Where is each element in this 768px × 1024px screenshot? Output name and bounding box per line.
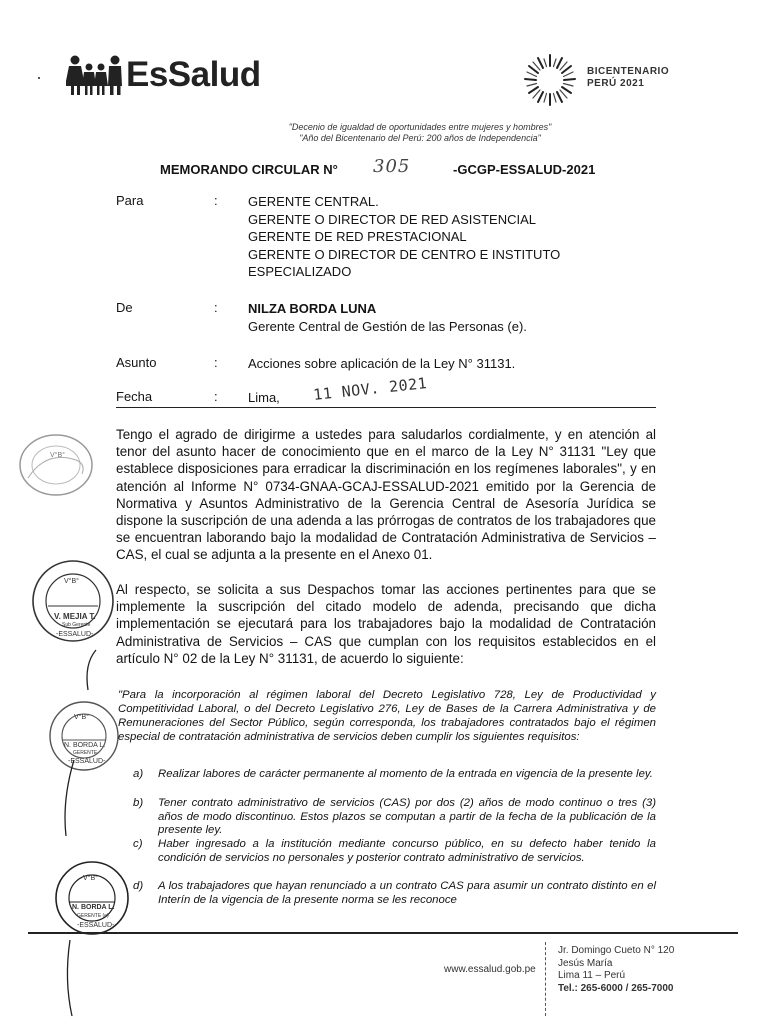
date-stamp: 11 NOV. 2021 [312, 374, 429, 404]
recipient-line: GERENTE DE RED PRESTACIONAL [248, 229, 467, 244]
phone-line: Tel.: 265-6000 / 265-7000 [558, 982, 674, 994]
requirement-marker: d) [133, 880, 144, 892]
recipient-line: GERENTE O DIRECTOR DE RED ASISTENCIAL [248, 211, 536, 227]
de-label: De [116, 300, 133, 315]
fecha-label: Fecha [116, 389, 153, 404]
memo-suffix: -GCGP-ESSALUD-2021 [453, 162, 596, 177]
law-quote: "Para la incorporación al régimen laboral del Decreto Legislativo 728, Ley de Productividad y Competitividad Laboral, o del Decreto Legislativo 276, Ley de Bases de la Carrera Administrativa y de Remuneraciones del Sector Público, según corresponda, los trabajadores contratados bajo el régimen especial de contratación administrativa de servicios deben cumplir los siguientes requisitos: [118, 689, 656, 743]
stamp-vb: V°B° [50, 452, 65, 459]
address-line: Jr. Domingo Cueto N° 120 [558, 945, 675, 956]
stamp-role: GERENTE (e) [77, 913, 109, 919]
para-label: Para [116, 193, 144, 208]
stamp-signatory: N. BORDA L. [72, 904, 115, 911]
footer-vertical-divider [545, 942, 546, 1016]
bicentenario-line1: BICENTENARIO [587, 66, 670, 77]
stamp-role: Sub Gerente [62, 622, 91, 628]
decenio-line2: "Año del Bicentenario del Perú: 200 años de Independencia" [299, 133, 541, 143]
requirement-marker: b) [133, 797, 144, 809]
address-line: Jesús María [558, 957, 613, 969]
stamp-vb: V°B° [74, 714, 89, 721]
requirement-text: Realizar labores de carácter permanente al momento de la entrada en vigencia de la presente ley. [158, 768, 653, 780]
requirement-marker: c) [133, 838, 143, 850]
stamp-signatory: V. MEJIA T. [54, 612, 96, 621]
requirement-text: A los trabajadores que hayan renunciado a un contrato CAS para asumir un contrato distinto en el Interín de la vigencia de la presente norma se les reconoce [158, 880, 656, 906]
handwritten-stroke [67, 940, 72, 1016]
requirement-text: Haber ingresado a la institución mediante concurso público, en su defecto haber tenido la condición de servicios no personales y posterior contrato administrativo de servicios. [158, 838, 656, 864]
para-colon: : [214, 193, 218, 208]
stamp-signatory: N. BORDA L. [64, 742, 106, 749]
website-link[interactable]: www.essalud.gob.pe [444, 964, 536, 975]
asunto-value: Acciones sobre aplicación de la Ley N° 31131. [248, 356, 516, 371]
stamp-org: -ESSALUD- [77, 922, 115, 929]
footer-divider [28, 932, 738, 934]
logo-text: EsSalud [126, 55, 261, 94]
handwritten-stroke [65, 760, 74, 836]
asunto-colon: : [214, 355, 218, 370]
recipient-line: GERENTE CENTRAL. [248, 194, 379, 209]
recipient-line: GERENTE O DIRECTOR DE CENTRO E INSTITUTO [248, 246, 561, 262]
body-paragraph-2: Al respecto, se solicita a sus Despachos tomar las acciones pertinentes para que se implemente la suscripción del citado modelo de adenda, precisando que dicha implementación se ejecutará para los trabajadores bajo la modalidad de Contratación Administrativa de Servicios – CAS que cumplan con los requisitos establecidos en el artículo N° 02 de la Ley N° 31131, de acuerdo lo siguiente: [116, 582, 656, 666]
asunto-label: Asunto [116, 355, 157, 370]
decenio-line1: "Decenio de igualdad de oportunidades entre mujeres y hombres" [288, 122, 552, 132]
fecha-colon: : [214, 389, 218, 404]
address-line: Lima 11 – Perú [558, 970, 626, 981]
de-colon: : [214, 300, 218, 315]
memo-number: 305 [373, 156, 411, 177]
sender-title: Gerente Central de Gestión de las Personas (e). [248, 318, 527, 334]
stamp-role: GERENTE [73, 750, 98, 756]
margin-bracket [87, 650, 96, 690]
address-block [558, 945, 674, 995]
requirement-marker: a) [133, 768, 144, 780]
body-paragraph-1: Tengo el agrado de dirigirme a ustedes para saludarlos cordialmente, y en atención al tenor del asunto hacer de conocimiento que en el marco de la Ley N° 31131 "Ley que establece disposiciones para erradicar la discriminación en los regímenes laborales", y en atención al Informe N° 0734-GNAA-GCAJ-ESSALUD-2021 emitido por la Gerencia de Normativa y Asuntos Administrativo de la Gerencia Central de Asesoría Jurídica se dispone la suscripción de una adenda a las prórrogas de contratos de los trabajadores que se encuentran laborando bajo la modalidad de Contratación Administrativa de Servicios – CAS, el cual se adjunta a la presente en el Anexo 01. [116, 427, 656, 563]
fecha-value: Lima, [248, 390, 280, 405]
stamp-org: -ESSALUD- [68, 758, 106, 765]
stamp-vb: V°B° [83, 875, 98, 882]
requirement-text: Tener contrato administrativo de servicios (CAS) por dos (2) años de modo continuo o tres (3) años de modo discontinuo. Estos plazos se computan a partir de la fecha de la publicación de la presente ley. [158, 797, 656, 836]
sender-name: NILZA BORDA LUNA [248, 301, 377, 316]
bicentenario-line2: PERÚ 2021 [587, 78, 645, 89]
memo-prefix: MEMORANDO CIRCULAR N° [160, 162, 338, 177]
recipient-line: ESPECIALIZADO [248, 264, 352, 279]
stamp-org: -ESSALUD- [56, 631, 94, 638]
stamp-vb: V°B° [64, 578, 79, 585]
